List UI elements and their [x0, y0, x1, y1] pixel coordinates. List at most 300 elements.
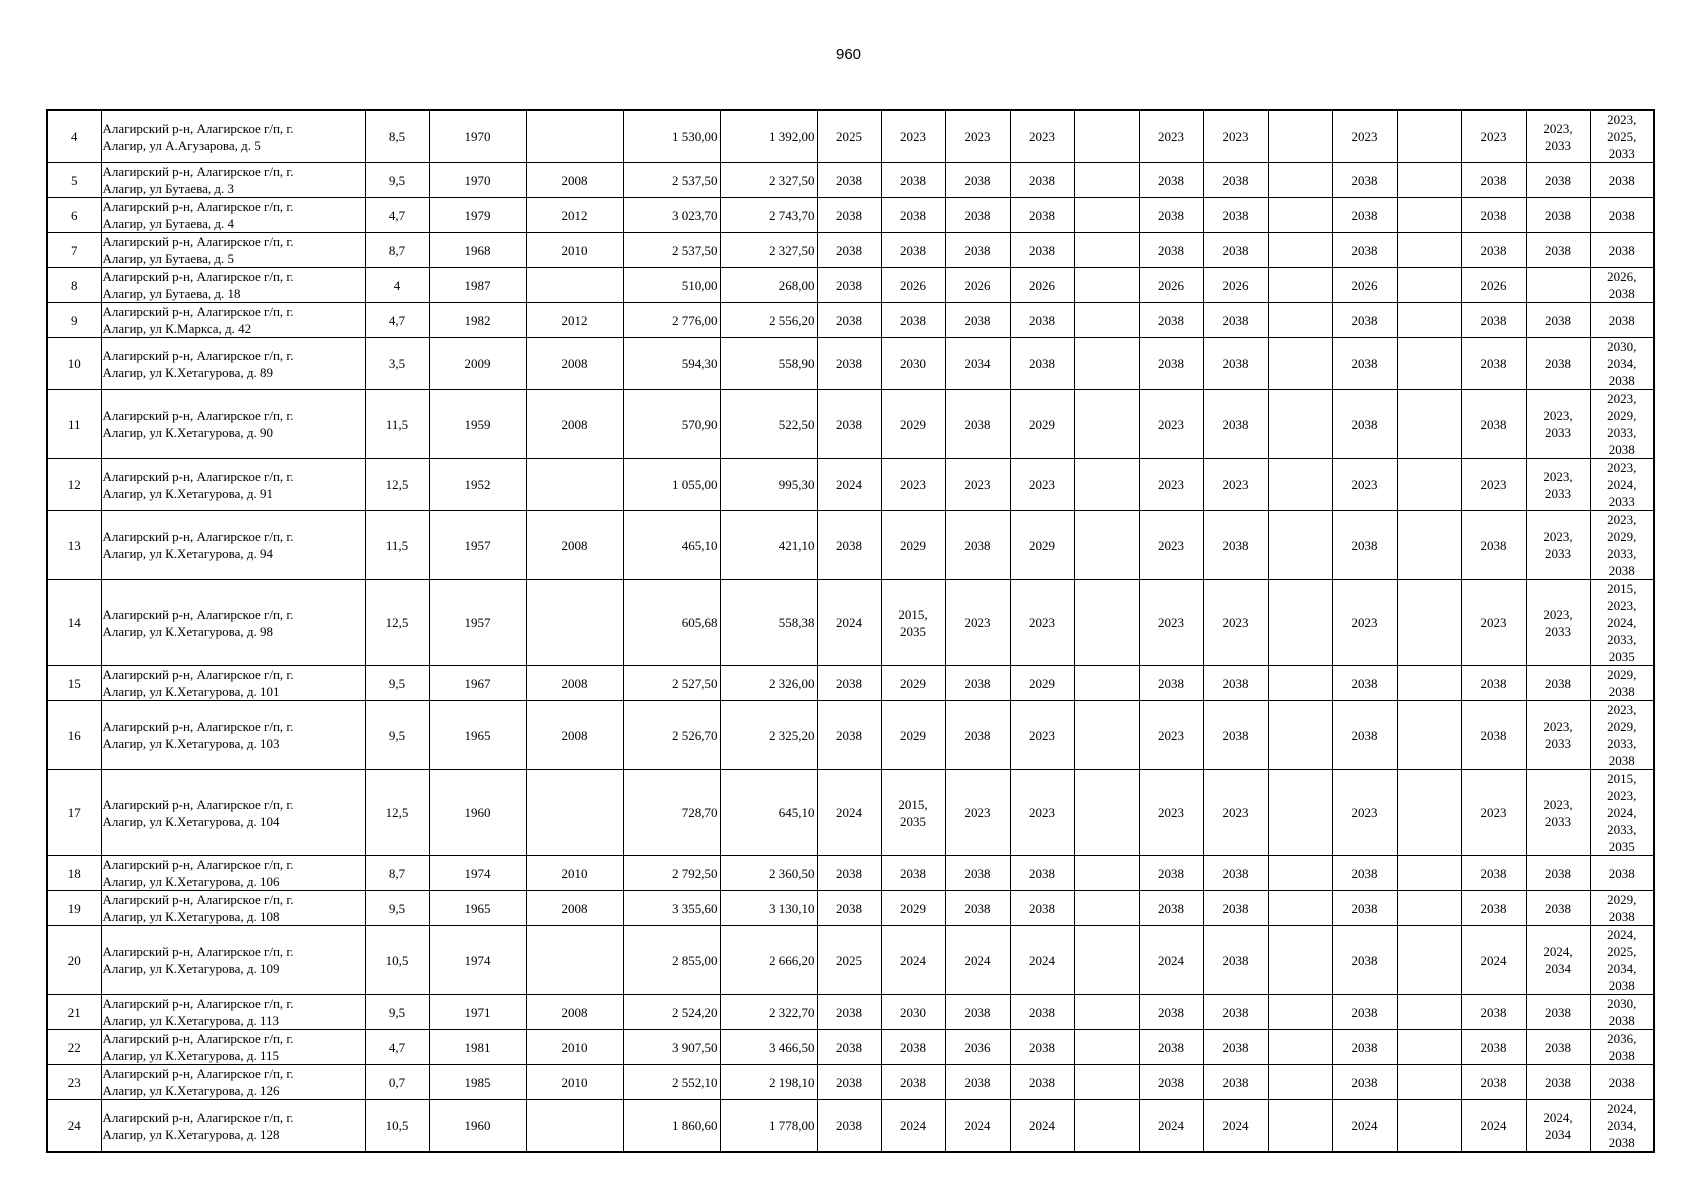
cell-c4: 2024 [1010, 1100, 1074, 1153]
cell-c1: 2024 [817, 580, 881, 666]
address-line-2: Алагир, ул Бутаева, д. 3 [102, 181, 234, 196]
cell-c3: 2038 [945, 303, 1010, 338]
cell-c4: 2038 [1010, 163, 1074, 198]
cell-c7: 2038 [1203, 390, 1268, 459]
cell-c1: 2038 [817, 701, 881, 770]
cell-c10 [1397, 1030, 1461, 1065]
cell-c1: 2038 [817, 1065, 881, 1100]
cell-year: 1967 [429, 666, 526, 701]
cell-c10 [1397, 891, 1461, 926]
cell-c8 [1268, 110, 1332, 163]
cell-wear: 8,5 [365, 110, 429, 163]
cell-c7: 2038 [1203, 701, 1268, 770]
cell-c4: 2029 [1010, 666, 1074, 701]
cell-c11: 2024 [1461, 1100, 1526, 1153]
cell-area2: 2 556,20 [720, 303, 817, 338]
cell-c1: 2038 [817, 856, 881, 891]
address-cell [101, 1065, 365, 1100]
address-line-1: Алагирский р-н, Алагирское г/п, г. [102, 164, 294, 179]
cell-c12: 2038 [1526, 856, 1590, 891]
cell-c11: 2023 [1461, 110, 1526, 163]
cell-c4: 2023 [1010, 580, 1074, 666]
table-row [47, 926, 1654, 995]
cell-c8 [1268, 1065, 1332, 1100]
cell-c6: 2023 [1139, 580, 1203, 666]
cell-c7: 2038 [1203, 338, 1268, 390]
cell-c9: 2038 [1332, 666, 1397, 701]
cell-wear: 9,5 [365, 891, 429, 926]
cell-year: 1965 [429, 701, 526, 770]
cell-c12: 2038 [1526, 666, 1590, 701]
cell-c11: 2023 [1461, 580, 1526, 666]
address-cell [101, 1100, 365, 1153]
cell-c1: 2038 [817, 338, 881, 390]
cell-renov: 2010 [526, 233, 623, 268]
cell-c1: 2038 [817, 666, 881, 701]
cell-c8 [1268, 701, 1332, 770]
cell-c4: 2024 [1010, 926, 1074, 995]
cell-c1: 2038 [817, 163, 881, 198]
cell-c9: 2038 [1332, 198, 1397, 233]
cell-c8 [1268, 459, 1332, 511]
cell-c7: 2038 [1203, 303, 1268, 338]
cell-c13: 2038 [1590, 198, 1654, 233]
cell-wear: 4,7 [365, 198, 429, 233]
cell-n: 6 [47, 198, 101, 233]
cell-c5 [1074, 268, 1139, 303]
cell-year: 1971 [429, 995, 526, 1030]
cell-area1: 1 055,00 [623, 459, 720, 511]
cell-c2: 2038 [881, 233, 945, 268]
table-row [47, 856, 1654, 891]
cell-c11: 2038 [1461, 701, 1526, 770]
cell-c3: 2026 [945, 268, 1010, 303]
cell-c1: 2025 [817, 110, 881, 163]
cell-c3: 2038 [945, 701, 1010, 770]
table-row [47, 580, 1654, 666]
cell-c13: 2026, 2038 [1590, 268, 1654, 303]
address-line-2: Алагир, ул К.Хетагурова, д. 109 [102, 961, 280, 976]
table-row [47, 891, 1654, 926]
address-line-1: Алагирский р-н, Алагирское г/п, г. [102, 996, 294, 1011]
cell-c1: 2038 [817, 233, 881, 268]
cell-c7: 2038 [1203, 1030, 1268, 1065]
table-row [47, 459, 1654, 511]
cell-c5 [1074, 580, 1139, 666]
address-cell [101, 110, 365, 163]
cell-c8 [1268, 666, 1332, 701]
table-row [47, 770, 1654, 856]
cell-c2: 2038 [881, 1065, 945, 1100]
cell-c12: 2023, 2033 [1526, 580, 1590, 666]
cell-area1: 2 526,70 [623, 701, 720, 770]
cell-renov: 2012 [526, 198, 623, 233]
cell-c8 [1268, 580, 1332, 666]
cell-c7: 2023 [1203, 580, 1268, 666]
table-row [47, 163, 1654, 198]
cell-c11: 2038 [1461, 891, 1526, 926]
cell-c11: 2038 [1461, 198, 1526, 233]
address-line-1: Алагирский р-н, Алагирское г/п, г. [102, 1066, 294, 1081]
cell-wear: 10,5 [365, 1100, 429, 1153]
cell-n: 23 [47, 1065, 101, 1100]
cell-c10 [1397, 856, 1461, 891]
cell-c12: 2023, 2033 [1526, 459, 1590, 511]
cell-c12: 2023, 2033 [1526, 511, 1590, 580]
address-line-1: Алагирский р-н, Алагирское г/п, г. [102, 719, 294, 734]
cell-c13: 2015, 2023, 2024, 2033, 2035 [1590, 770, 1654, 856]
address-line-2: Алагир, ул К.Хетагурова, д. 108 [102, 909, 280, 924]
address-cell [101, 390, 365, 459]
cell-c9: 2038 [1332, 163, 1397, 198]
cell-c8 [1268, 338, 1332, 390]
cell-c5 [1074, 233, 1139, 268]
address-line-2: Алагир, ул К.Хетагурова, д. 106 [102, 874, 280, 889]
cell-n: 14 [47, 580, 101, 666]
cell-year: 1957 [429, 511, 526, 580]
address-line-1: Алагирский р-н, Алагирское г/п, г. [102, 269, 294, 284]
cell-n: 20 [47, 926, 101, 995]
cell-c4: 2023 [1010, 770, 1074, 856]
address-line-2: Алагир, ул К.Хетагурова, д. 91 [102, 485, 273, 501]
cell-c13: 2038 [1590, 163, 1654, 198]
cell-year: 1970 [429, 163, 526, 198]
address-line-2: Алагир, ул К.Хетагурова, д. 103 [102, 736, 280, 751]
cell-c2: 2029 [881, 666, 945, 701]
cell-n: 13 [47, 511, 101, 580]
cell-c12: 2038 [1526, 233, 1590, 268]
cell-c12: 2038 [1526, 303, 1590, 338]
cell-c10 [1397, 303, 1461, 338]
address-line-2: Алагир, ул К.Хетагурова, д. 113 [102, 1013, 279, 1028]
cell-wear: 9,5 [365, 163, 429, 198]
cell-c6: 2038 [1139, 666, 1203, 701]
cell-c10 [1397, 390, 1461, 459]
cell-c1: 2038 [817, 995, 881, 1030]
address-line-2: Алагир, ул Бутаева, д. 4 [102, 216, 234, 231]
cell-c3: 2038 [945, 198, 1010, 233]
cell-c13: 2024, 2034, 2038 [1590, 1100, 1654, 1153]
cell-area1: 3 907,50 [623, 1030, 720, 1065]
cell-c11: 2038 [1461, 511, 1526, 580]
cell-renov: 2012 [526, 303, 623, 338]
cell-c11: 2038 [1461, 1065, 1526, 1100]
cell-c13: 2023, 2029, 2033, 2038 [1590, 511, 1654, 580]
cell-c9: 2038 [1332, 233, 1397, 268]
cell-renov: 2008 [526, 511, 623, 580]
cell-c13: 2036, 2038 [1590, 1030, 1654, 1065]
cell-wear: 9,5 [365, 701, 429, 770]
cell-renov [526, 770, 623, 856]
cell-c7: 2038 [1203, 666, 1268, 701]
address-cell [101, 926, 365, 995]
cell-c7: 2038 [1203, 891, 1268, 926]
cell-c10 [1397, 110, 1461, 163]
table-row [47, 995, 1654, 1030]
cell-n: 7 [47, 233, 101, 268]
cell-area2: 2 327,50 [720, 233, 817, 268]
cell-c3: 2038 [945, 995, 1010, 1030]
cell-area1: 465,10 [623, 511, 720, 580]
table-row [47, 1030, 1654, 1065]
cell-c10 [1397, 770, 1461, 856]
cell-c12: 2023, 2033 [1526, 701, 1590, 770]
cell-renov: 2008 [526, 701, 623, 770]
cell-c6: 2038 [1139, 338, 1203, 390]
address-line-1: Алагирский р-н, Алагирское г/п, г. [102, 1031, 294, 1046]
cell-c6: 2023 [1139, 459, 1203, 511]
cell-c7: 2038 [1203, 511, 1268, 580]
cell-c6: 2026 [1139, 268, 1203, 303]
cell-renov [526, 110, 623, 163]
table-row [47, 390, 1654, 459]
address-cell [101, 1030, 365, 1065]
cell-n: 15 [47, 666, 101, 701]
cell-c9: 2023 [1332, 459, 1397, 511]
address-line-2: Алагир, ул К.Хетагурова, д. 128 [102, 1126, 280, 1142]
cell-c6: 2024 [1139, 926, 1203, 995]
cell-c9: 2023 [1332, 580, 1397, 666]
cell-c3: 2038 [945, 666, 1010, 701]
address-line-2: Алагир, ул Бутаева, д. 5 [102, 251, 234, 266]
cell-n: 18 [47, 856, 101, 891]
cell-c3: 2023 [945, 110, 1010, 163]
cell-c7: 2038 [1203, 233, 1268, 268]
cell-c11: 2023 [1461, 770, 1526, 856]
cell-area2: 2 743,70 [720, 198, 817, 233]
cell-c1: 2038 [817, 1100, 881, 1153]
cell-area2: 2 198,10 [720, 1065, 817, 1100]
cell-c13: 2038 [1590, 303, 1654, 338]
cell-c11: 2038 [1461, 1030, 1526, 1065]
cell-c13: 2038 [1590, 233, 1654, 268]
cell-c2: 2038 [881, 163, 945, 198]
cell-year: 2009 [429, 338, 526, 390]
cell-c7: 2023 [1203, 110, 1268, 163]
cell-c3: 2038 [945, 163, 1010, 198]
cell-year: 1970 [429, 110, 526, 163]
cell-c6: 2038 [1139, 856, 1203, 891]
cell-c7: 2038 [1203, 856, 1268, 891]
cell-c12: 2023, 2033 [1526, 770, 1590, 856]
cell-c10 [1397, 459, 1461, 511]
cell-area2: 2 326,00 [720, 666, 817, 701]
cell-c7: 2023 [1203, 770, 1268, 856]
cell-c7: 2038 [1203, 995, 1268, 1030]
cell-c11: 2024 [1461, 926, 1526, 995]
cell-c4: 2026 [1010, 268, 1074, 303]
cell-c9: 2038 [1332, 926, 1397, 995]
table-row [47, 701, 1654, 770]
address-line-1: Алагирский р-н, Алагирское г/п, г. [102, 347, 294, 363]
cell-wear: 10,5 [365, 926, 429, 995]
cell-c2: 2038 [881, 856, 945, 891]
cell-c9: 2038 [1332, 303, 1397, 338]
cell-c4: 2038 [1010, 198, 1074, 233]
cell-c9: 2038 [1332, 891, 1397, 926]
cell-c2: 2030 [881, 338, 945, 390]
cell-year: 1968 [429, 233, 526, 268]
address-line-1: Алагирский р-н, Алагирское г/п, г. [102, 529, 294, 544]
cell-renov: 2010 [526, 1065, 623, 1100]
cell-area1: 570,90 [623, 390, 720, 459]
cell-c2: 2015, 2035 [881, 580, 945, 666]
cell-area1: 1 860,60 [623, 1100, 720, 1153]
address-cell [101, 233, 365, 268]
address-cell [101, 198, 365, 233]
cell-c2: 2029 [881, 701, 945, 770]
cell-c4: 2038 [1010, 1030, 1074, 1065]
address-line-1: Алагирский р-н, Алагирское г/п, г. [102, 234, 294, 249]
cell-c10 [1397, 666, 1461, 701]
cell-c6: 2038 [1139, 1065, 1203, 1100]
cell-c3: 2036 [945, 1030, 1010, 1065]
cell-c3: 2023 [945, 770, 1010, 856]
cell-c7: 2024 [1203, 1100, 1268, 1153]
cell-c6: 2038 [1139, 1030, 1203, 1065]
cell-wear: 8,7 [365, 233, 429, 268]
cell-c13: 2030, 2038 [1590, 995, 1654, 1030]
cell-c12: 2038 [1526, 198, 1590, 233]
address-cell [101, 459, 365, 511]
cell-n: 21 [47, 995, 101, 1030]
address-line-1: Алагирский р-н, Алагирское г/п, г. [102, 1109, 294, 1125]
page-number: 960 [835, 46, 862, 63]
cell-renov: 2010 [526, 856, 623, 891]
cell-renov [526, 268, 623, 303]
cell-c9: 2038 [1332, 1065, 1397, 1100]
cell-c6: 2038 [1139, 891, 1203, 926]
cell-c5 [1074, 770, 1139, 856]
cell-c6: 2038 [1139, 163, 1203, 198]
cell-c4: 2038 [1010, 233, 1074, 268]
cell-c9: 2038 [1332, 338, 1397, 390]
cell-c7: 2038 [1203, 163, 1268, 198]
cell-n: 8 [47, 268, 101, 303]
table-row [47, 666, 1654, 701]
cell-c7: 2038 [1203, 1065, 1268, 1100]
cell-c10 [1397, 1100, 1461, 1153]
cell-c5 [1074, 666, 1139, 701]
cell-c2: 2026 [881, 268, 945, 303]
cell-c4: 2038 [1010, 891, 1074, 926]
cell-wear: 9,5 [365, 666, 429, 701]
cell-c11: 2038 [1461, 163, 1526, 198]
cell-c8 [1268, 268, 1332, 303]
cell-year: 1960 [429, 1100, 526, 1153]
cell-c5 [1074, 701, 1139, 770]
cell-c10 [1397, 580, 1461, 666]
cell-c1: 2038 [817, 303, 881, 338]
cell-c8 [1268, 303, 1332, 338]
cell-area1: 1 530,00 [623, 110, 720, 163]
cell-c6: 2023 [1139, 701, 1203, 770]
address-line-2: Алагир, ул К.Маркса, д. 42 [102, 321, 252, 336]
cell-renov: 2008 [526, 666, 623, 701]
cell-c10 [1397, 338, 1461, 390]
cell-c8 [1268, 390, 1332, 459]
cell-c6: 2038 [1139, 233, 1203, 268]
cell-c10 [1397, 995, 1461, 1030]
cell-n: 19 [47, 891, 101, 926]
cell-area1: 2 552,10 [623, 1065, 720, 1100]
cell-c9: 2023 [1332, 770, 1397, 856]
cell-renov [526, 1100, 623, 1153]
cell-c11: 2038 [1461, 995, 1526, 1030]
cell-area1: 2 524,20 [623, 995, 720, 1030]
cell-area2: 558,38 [720, 580, 817, 666]
cell-area2: 645,10 [720, 770, 817, 856]
cell-area1: 510,00 [623, 268, 720, 303]
cell-c12 [1526, 268, 1590, 303]
cell-c13: 2023, 2024, 2033 [1590, 459, 1654, 511]
cell-c12: 2024, 2034 [1526, 1100, 1590, 1153]
cell-c1: 2038 [817, 390, 881, 459]
cell-c3: 2023 [945, 580, 1010, 666]
cell-renov: 2008 [526, 338, 623, 390]
cell-year: 1960 [429, 770, 526, 856]
cell-renov: 2008 [526, 390, 623, 459]
cell-c12: 2038 [1526, 995, 1590, 1030]
cell-c1: 2038 [817, 198, 881, 233]
cell-year: 1959 [429, 390, 526, 459]
cell-c6: 2038 [1139, 995, 1203, 1030]
cell-area1: 2 527,50 [623, 666, 720, 701]
cell-renov: 2008 [526, 891, 623, 926]
cell-year: 1981 [429, 1030, 526, 1065]
address-line-2: Алагир, ул К.Хетагурова, д. 89 [102, 364, 273, 380]
address-line-2: Алагир, ул Бутаева, д. 18 [102, 286, 241, 301]
address-cell [101, 338, 365, 390]
cell-c6: 2023 [1139, 770, 1203, 856]
cell-c2: 2029 [881, 891, 945, 926]
cell-c5 [1074, 110, 1139, 163]
cell-c4: 2038 [1010, 303, 1074, 338]
cell-c1: 2025 [817, 926, 881, 995]
cell-c13: 2038 [1590, 856, 1654, 891]
cell-c13: 2023, 2029, 2033, 2038 [1590, 390, 1654, 459]
cell-c5 [1074, 891, 1139, 926]
cell-c3: 2024 [945, 1100, 1010, 1153]
cell-c13: 2024, 2025, 2034, 2038 [1590, 926, 1654, 995]
cell-c4: 2029 [1010, 511, 1074, 580]
cell-c5 [1074, 1030, 1139, 1065]
cell-n: 22 [47, 1030, 101, 1065]
cell-c2: 2024 [881, 926, 945, 995]
cell-c3: 2023 [945, 459, 1010, 511]
cell-c4: 2023 [1010, 110, 1074, 163]
cell-wear: 11,5 [365, 390, 429, 459]
cell-area2: 2 327,50 [720, 163, 817, 198]
cell-area2: 558,90 [720, 338, 817, 390]
address-line-2: Алагир, ул К.Хетагурова, д. 101 [102, 684, 280, 699]
cell-c11: 2026 [1461, 268, 1526, 303]
cell-c5 [1074, 390, 1139, 459]
cell-c10 [1397, 268, 1461, 303]
address-cell [101, 580, 365, 666]
cell-c3: 2038 [945, 390, 1010, 459]
cell-c5 [1074, 926, 1139, 995]
cell-c4: 2029 [1010, 390, 1074, 459]
cell-c9: 2023 [1332, 110, 1397, 163]
cell-n: 12 [47, 459, 101, 511]
cell-c8 [1268, 770, 1332, 856]
cell-c2: 2038 [881, 198, 945, 233]
cell-area2: 2 666,20 [720, 926, 817, 995]
cell-c11: 2038 [1461, 303, 1526, 338]
address-line-1: Алагирский р-н, Алагирское г/п, г. [102, 667, 294, 682]
table-row [47, 233, 1654, 268]
